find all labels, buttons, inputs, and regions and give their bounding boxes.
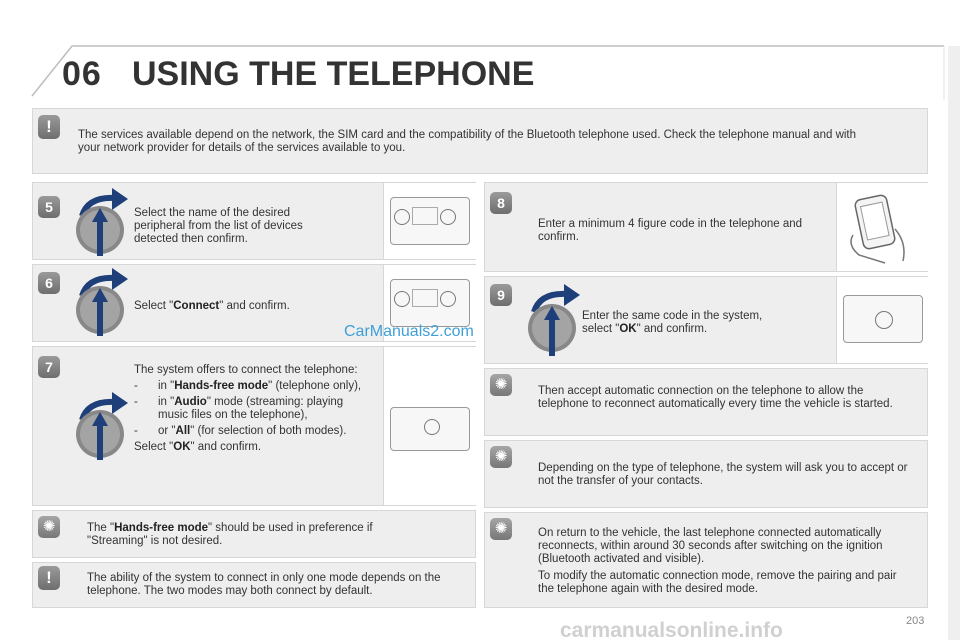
radio-thumbnail: [836, 277, 928, 363]
rotate-knob-icon: [72, 266, 134, 338]
tip-icon: ✺: [38, 516, 60, 538]
tip-icon: ✺: [490, 374, 512, 396]
watermark: CarManuals2.com: [344, 323, 474, 340]
step-9-text: Enter the same code in the system, select "OK" and confirm.: [582, 310, 763, 335]
radio-thumbnail: [383, 183, 476, 259]
step-8-badge: 8: [490, 192, 512, 214]
list-item: - in "Hands-free mode" (telephone only),: [134, 380, 362, 392]
rotate-knob-icon: [72, 186, 134, 258]
one-mode-note: The ability of the system to connect in only one mode depends on the telephone. The two modes may both connect by default.: [87, 572, 441, 597]
step-7-badge: 7: [38, 356, 60, 378]
page-number: 203: [906, 615, 925, 627]
step-9-badge: 9: [490, 284, 512, 306]
step-7-final: Select "OK" and confirm.: [134, 441, 262, 453]
list-item: - in "Audio" mode (streaming: playing music files on the telephone),: [134, 396, 344, 421]
rotate-knob-icon: [72, 390, 134, 462]
intro-text: The services available depend on the network, the SIM card and the compatibility of the Bluetooth telephone used. Check the telephone manual and with your network provider for details of the services available to you.: [78, 129, 857, 154]
rotate-knob-icon: [524, 282, 586, 358]
page-edge: [948, 46, 960, 640]
step-6-text: Select "Connect" and confirm.: [134, 300, 290, 312]
return-note: On return to the vehicle, the last telephone connected automatically reconnects, within around 30 seconds after switching on the ignition (Bluetooth activated and visible). To modify the automatic connection mode, remove the pairing and pair the telephone again with the desired mode.: [538, 527, 897, 595]
step-7-intro: The system offers to connect the telephone:: [134, 364, 358, 376]
hands-free-note: The "Hands-free mode" should be used in preference if "Streaming" is not desired.: [87, 522, 373, 547]
footer-watermark: carmanualsonline.info: [560, 619, 783, 642]
radio-thumbnail: [383, 347, 476, 505]
chapter-number: 06: [62, 55, 102, 93]
phone-thumbnail: [836, 183, 928, 271]
auto-accept-note: Then accept automatic connection on the telephone to allow the telephone to reconnect automatically every time the vehicle is started.: [538, 385, 893, 410]
step-8-text: Enter a minimum 4 figure code in the telephone and confirm.: [538, 218, 803, 243]
tip-icon: ✺: [490, 446, 512, 468]
contacts-note: Depending on the type of telephone, the system will ask you to accept or not the transfer of your contacts.: [538, 462, 908, 487]
step-5-badge: 5: [38, 196, 60, 218]
step-6-badge: 6: [38, 272, 60, 294]
step-7-text: [134, 364, 370, 454]
step-5-text: Select the name of the desired peripheral from the list of devices detected then confirm.: [134, 207, 303, 245]
warning-icon: !: [38, 115, 60, 139]
warning-icon: !: [38, 566, 60, 590]
hand-phone-icon: [837, 183, 928, 271]
tip-icon: ✺: [490, 518, 512, 540]
page-title: USING THE TELEPHONE: [132, 55, 535, 93]
list-item: - or "All" (for selection of both modes).: [134, 425, 347, 437]
